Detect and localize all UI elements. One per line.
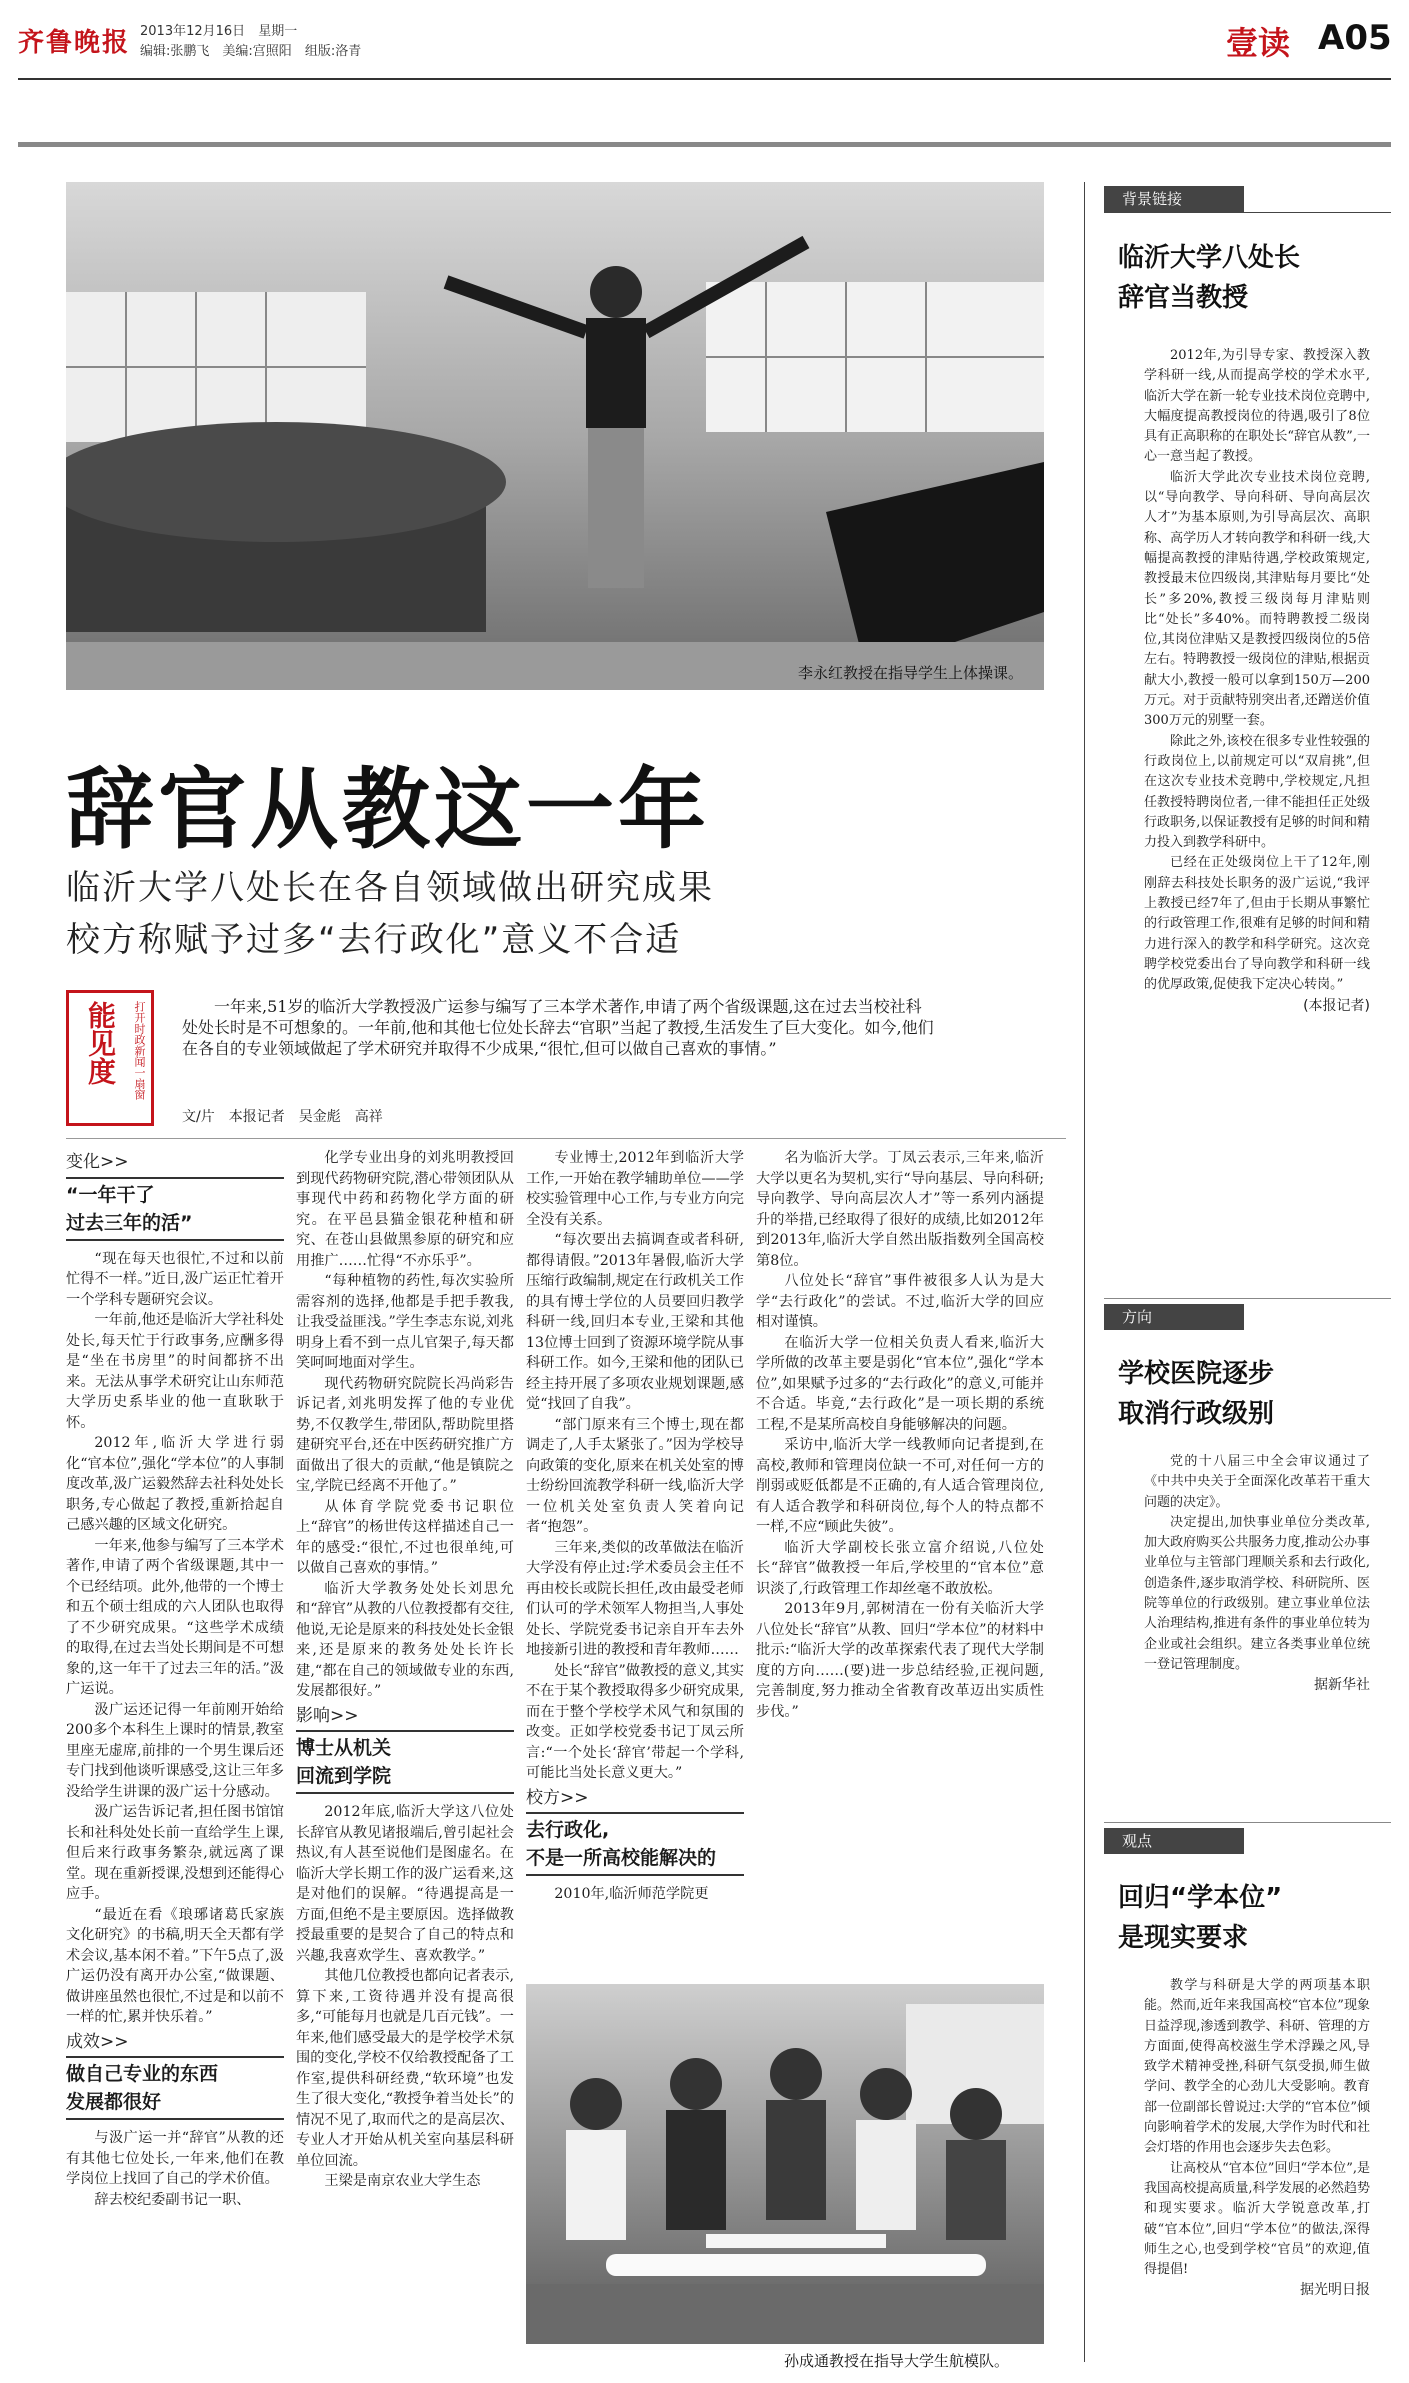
paragraph: 其他几位教授也都向记者表示,算下来,工资待遇并没有提高很多,“可能每月也就是几百元钱”。一年来,他们感受最大的是学校学术氛围的变化,学校不仅给教授配备了工作室,提供科研经费,“软环境”也发生了很大变化,“教授争着当处长”的情况不见了,取而代之的是高层次、专业人才开始从机关室向基层科研单位回流。 bbox=[296, 1968, 514, 2169]
sidebar-body-opinion bbox=[1144, 1976, 1370, 2376]
section-title-school bbox=[526, 1812, 744, 1876]
section-name: 壹读 bbox=[1226, 24, 1291, 62]
sidebar-body-background bbox=[1144, 346, 1370, 1288]
issue-date-line bbox=[140, 20, 297, 39]
paragraph: “最近在看《琅琊诸葛氏家族文化研究》的书稿,明天全天都有学术会议,基本闲不着。”下午5点了,汲广运仍没有离开办公室,“做课题、做讲座虽然也很忙,不过是和以前不一样的忙,累并快乐着。” bbox=[66, 1906, 284, 2025]
section-title-line: 做自己专业的东西 bbox=[66, 2063, 219, 2085]
sidebar-source: (本报记者) bbox=[1303, 997, 1370, 1014]
sidebar-body-direction bbox=[1144, 1452, 1370, 1808]
paragraph: 王梁是南京农业大学生态 bbox=[324, 2173, 481, 2189]
paragraph: 从体育学院党委书记职位上“辞官”的杨世传这样描述自己一年的感受:“很忙,不过也很单纯,可以做自己喜欢的事情。” bbox=[296, 1498, 514, 1576]
paragraph: 临沂大学副校长张立富介绍说,八位处长“辞官”做教授一年后,学校里的“官本位”意识淡了,行政管理工作却丝毫不敢放松。 bbox=[756, 1539, 1044, 1597]
paragraph: 三年来,类似的改革做法在临沂大学没有停止过:学术委员会主任不再由校长或院长担任,改由最受老师们认可的学术领军人物担当,人事处处长、学院党委书记亲自开车去外地接新引进的教授和青年教师…… bbox=[526, 1539, 744, 1658]
paragraph: 现代药物研究院院长冯尚彩告诉记者,刘兆明发挥了他的专业优势,不仅教学生,带团队,帮助院里搭建研究平台,还在中医药研究推广方面做出了很大的贡献,“他是镇院之宝,学院已经离不开他了。” bbox=[296, 1375, 514, 1494]
photo-top-caption: 李永红教授在指导学生上体操课。 bbox=[798, 664, 1024, 682]
article-column-3 bbox=[526, 1148, 744, 1972]
sidebar-title-background bbox=[1118, 238, 1300, 318]
paragraph: 名为临沂大学。丁凤云表示,三年来,临沂大学以更名为契机,实行“导向基层、导向科研;导向教学、导向高层次人才”等一系列内涵提升的举措,已经取得了很好的成绩,比如2012年到2013年,临沂大学自然出版指数列全国高校第8位。 bbox=[756, 1150, 1044, 1269]
section-title-result bbox=[66, 2056, 284, 2120]
sidebar-title-line: 学校医院逐步 bbox=[1118, 1359, 1275, 1389]
paragraph: 汲广运还记得一年前刚开始给200多个本科生上课时的情景,教室里座无虚席,前排的一个男生课后还专门找到他谈听课感受,这让三年多没给学生讲课的汲广运十分感动。 bbox=[66, 1701, 284, 1800]
byline-rule bbox=[66, 1138, 1066, 1139]
paragraph: “每种植物的药性,每次实验所需容剂的选择,他都是手把手教我,让我受益匪浅。”学生李志东说,刘兆明身上看不到一点儿官架子,每天都笑呵呵地面对学生。 bbox=[296, 1273, 514, 1371]
paragraph: 采访中,临沂大学一线教师向记者提到,在高校,教师和管理岗位缺一不可,对任何一方的削弱或贬低都是不正确的,有人适合管理岗位,有人适合教学和科研岗位,每个人的特点都不一样,不应“顾此失彼”。 bbox=[756, 1437, 1044, 1535]
paragraph: 专业博士,2012年到临沂大学工作,一开始在教学辅助单位——学校实验管理中心工作,与专业方向完全没有关系。 bbox=[526, 1150, 744, 1228]
section-title-line: 去行政化, bbox=[526, 1819, 610, 1841]
section-title-line: 回流到学院 bbox=[296, 1765, 392, 1787]
sidebar-title-line: 是现实要求 bbox=[1118, 1923, 1249, 1953]
sidebar-label-direction: 方向 bbox=[1104, 1304, 1244, 1330]
paragraph: 党的十八届三中全会审议通过了《中共中央关于全面深化改革若干重大问题的决定》。 bbox=[1144, 1454, 1370, 1510]
photo-gymnastics-image bbox=[66, 182, 1044, 690]
paragraph: 2013年9月,郭树清在一份有关临沂大学八位处长“辞官”从教、回归“学本位”的材料中批示:“临沂大学的改革探索代表了现代大学制度的方向……(要)进一步总结经验,正视问题,完善制度,努力推动全省教育改革迈出实质性步伐。” bbox=[756, 1601, 1044, 1720]
section-tag-impact: 影响>> bbox=[296, 1705, 359, 1726]
paragraph: “现在每天也很忙,不过和以前忙得不一样。”近日,汲广运正忙着开一个学科专题研究会议。 bbox=[66, 1250, 284, 1308]
layout-credit: 组版:洛青 bbox=[304, 44, 362, 59]
newspaper-logo: 齐鲁晚报 bbox=[18, 28, 131, 58]
section-tag-change: 变化>> bbox=[66, 1152, 129, 1172]
paragraph: 辞去校纪委副书记一职、 bbox=[94, 2191, 251, 2208]
section-title-impact bbox=[296, 1730, 514, 1794]
sidebar-source: 据光明日报 bbox=[1300, 2282, 1370, 2299]
paragraph: 2012年底,临沂大学这八位处长辞官从教见诸报端后,曾引起社会热议,有人甚至说他们是图虚名。在临沂大学长期工作的汲广运看来,这是对他们的误解。“待遇提高是一方面,但绝不是主要原因。选择做教授最重要的是契合了自己的特点和兴趣,我喜欢学生、喜欢教学。” bbox=[296, 1804, 514, 1964]
sidebar-title-line: 临沂大学八处长 bbox=[1118, 243, 1301, 273]
subheadline-1: 临沂大学八处长在各自领域做出研究成果 bbox=[66, 868, 714, 908]
masthead-rule bbox=[18, 78, 1391, 80]
paragraph: 八位处长“辞官”事件被很多人认为是大学“去行政化”的尝试。不过,临沂大学的回应相对谨慎。 bbox=[756, 1273, 1044, 1330]
sidebar-title-direction bbox=[1118, 1354, 1274, 1434]
sidebar-rule bbox=[1104, 212, 1391, 213]
photo-gymnastics-class bbox=[66, 182, 1044, 690]
paragraph: 一年前,他还是临沂大学社科处处长,每天忙于行政事务,应酬多得是“坐在书房里”的时间都挤不出来。无法从事学术研究让山东师范大学历史系毕业的他一直耿耿于怀。 bbox=[66, 1312, 284, 1431]
paragraph: 已经在正处级岗位上干了12年,刚刚辞去科技处长职务的汲广运说,“我评上教授已经7年了,但由于长期从事繁忙的行政管理工作,很难有足够的时间和精力进行深入的教学和科学研究。这次竞聘学校党委出台了导向教学和科研一线的优厚政策,促使我下定决心转岗。” bbox=[1144, 855, 1370, 993]
designer-credit: 美编:宫照阳 bbox=[222, 44, 292, 59]
lead-paragraph: 一年来,51岁的临沂大学教授汲广运参与编写了三本学术著作,申请了两个省级课题,这在过去当校社科处处长时是不可想象的。一年前,他和其他七位处长辞去“官职”当起了教授,生活发生了巨大变化。如今,他们在各自的专业领域做起了学术研究并取得不少成果,“很忙,但可以做自己喜欢的事情。” bbox=[182, 997, 934, 1058]
editor-credit: 编辑:张鹏飞 bbox=[140, 44, 210, 59]
stamp-slogan: 打开时政新闻一扇窗 bbox=[133, 1001, 146, 1100]
paragraph: 2012年,为引导专家、教授深入教学科研一线,从而提高学校的学术水平,临沂大学在新一轮专业技术岗位竞聘中,大幅度提高教授岗位的待遇,吸引了8位具有正高职称的在职处长“辞官从教”,一心一意当起了教授。 bbox=[1144, 348, 1370, 465]
section-title-line: 发展都很好 bbox=[66, 2091, 162, 2113]
sidebar-label-background: 背景链接 bbox=[1104, 186, 1244, 212]
paragraph: 教学与科研是大学的两项基本职能。然而,近年来我国高校“官本位”现象日益浮现,渗透到教学、科研、管理的方方面面,使得高校滋生学术浮躁之风,导致学术精神受挫,科研气氛受损,师生做学问、教学全的心劲儿大受影响。教育部一位副部长曾说过:大学的“官本位”倾向影响着学术的发展,大学作为时代和社会灯塔的作用也会逐步失去色彩。 bbox=[1144, 1978, 1370, 2156]
section-title-line: 不是一所高校能解决的 bbox=[526, 1847, 717, 1869]
section-title-line: 过去三年的活” bbox=[66, 1211, 193, 1234]
sidebar-title-opinion bbox=[1118, 1878, 1282, 1958]
article-column-4 bbox=[756, 1148, 1044, 1972]
photo-aircraft-image bbox=[526, 1984, 1044, 2344]
paragraph: 决定提出,加快事业单位分类改革,加大政府购买公共服务力度,推动公办事业单位与主管部门理顺关系和去行政化,创造条件,逐步取消学校、科研院所、医院等单位的行政级别。建立事业单位法人治理结构,推进有条件的事业单位转为企业或社会组织。建立各类事业单位统一登记管理制度。 bbox=[1144, 1514, 1370, 1672]
sidebar-divider bbox=[1084, 182, 1085, 2362]
page-number: A05 bbox=[1318, 18, 1392, 58]
credits-line bbox=[140, 40, 361, 59]
issue-weekday: 星期一 bbox=[258, 24, 298, 39]
article-column-1 bbox=[66, 1148, 284, 2376]
paragraph: 临沂大学教务处处长刘思允和“辞官”从教的八位教授都有交往,他说,无论是原来的科技处处长金银来,还是原来的教务处处长许长建,“都在自己的领域做专业的东西,发展都很好。” bbox=[296, 1580, 514, 1699]
sidebar-source: 据新华社 bbox=[1314, 1677, 1370, 1694]
paragraph: 让高校从“官本位”回归“学本位”,是我国高校提高质量,科学发展的必然趋势和现实要求。临沂大学锐意改革,打破“官本位”,回归“学本位”的做法,深得师生之心,也受到学校“官员”的欢迎,值得提倡! bbox=[1144, 2160, 1370, 2278]
section-title-line: 博士从机关 bbox=[296, 1737, 392, 1759]
sidebar-title-line: 取消行政级别 bbox=[1118, 1399, 1275, 1429]
paragraph: 除此之外,该校在很多专业性较强的行政岗位上,以前规定可以“双肩挑”,但在这次专业技术竞聘中,学校规定,凡担任教授特聘岗位者,一律不能担任正处级行政职务,以保证教授有足够的时间和精力投入到教学科研中。 bbox=[1144, 733, 1370, 851]
byline: 文/片 本报记者 吴金彪 高祥 bbox=[182, 1109, 383, 1125]
paragraph: 汲广运告诉记者,担任图书馆馆长和社科处处长前一直给学生上课,但后来行政事务繁杂,就远离了课堂。现在重新授课,没想到还能得心应手。 bbox=[66, 1804, 284, 1902]
section-tag-school: 校方>> bbox=[526, 1787, 589, 1808]
column-stamp bbox=[66, 990, 154, 1126]
paragraph: 处长“辞官”做教授的意义,其实不在于某个教授取得多少研究成果,而在于整个学校学术风气和氛围的改变。正如学校党委书记丁凤云所言:“一个处长‘辞官’带起一个学科,可能比当处长意义更大。” bbox=[526, 1662, 744, 1781]
paragraph: 一年来,他参与编写了三本学术著作,申请了两个省级课题,其中一个已经结项。此外,他带的一个博士和五个硕士组成的六人团队也取得了不少研究成果。“这些学术成绩的取得,在过去当处长期间是不可想象的,这一年干了过去三年的活。”汲广运说。 bbox=[66, 1537, 284, 1697]
section-title-line: “一年干了 bbox=[66, 1183, 155, 1206]
paragraph: “部门原来有三个博士,现在都调走了,人手太紧张了。”因为学校导向政策的变化,原来在机关处室的博士纷纷回流教学科研一线,临沂大学一位机关处室负责人笑着向记者“抱怨”。 bbox=[526, 1416, 744, 1535]
paragraph: 临沂大学此次专业技术岗位竞聘,以“导向教学、导向科研、导向高层次人才”为基本原则,为引导高层次、高职称、高学历人才转向教学和科研一线,大幅提高教授的津贴待遇,学校政策规定,教授最末位四级岗,其津贴每月要比“处长”多20%,教授三级岗每月津贴则比“处长”多40%。而特聘教授二级岗位,其岗位津贴又是教授四级岗位的5倍左右。特聘教授一级岗位的津贴,根据贡献大小,教授一般可以拿到150万—200万元。对于贡献特别突出者,还蹭送价值300万元的别墅一套。 bbox=[1144, 469, 1370, 729]
photo-aircraft-model-team bbox=[526, 1984, 1044, 2344]
issue-date: 2013年12月16日 bbox=[140, 24, 246, 39]
article-column-2 bbox=[296, 1148, 514, 2376]
section-title-change bbox=[66, 1177, 284, 1241]
sidebar-title-line: 辞官当教授 bbox=[1118, 283, 1249, 313]
paragraph: 与汲广运一并“辞官”从教的还有其他七位处长,一年来,他们在教学岗位上找回了自己的学术价值。 bbox=[66, 2130, 284, 2187]
headline: 辞官从教这一年 bbox=[66, 758, 711, 861]
sidebar-title-line: 回归“学本位” bbox=[1118, 1883, 1283, 1913]
subheadline-2: 校方称赋予过多“去行政化”意义不合适 bbox=[66, 920, 682, 960]
section-rule bbox=[18, 142, 1391, 147]
paragraph: 2012年,临沂大学进行弱化“官本位”,强化“学本位”的人事制度改革,汲广运毅然辞去社科处处长职务,专心做起了教授,重新拾起自己感兴趣的区域文化研究。 bbox=[66, 1435, 284, 1533]
sidebar-label-opinion: 观点 bbox=[1104, 1828, 1244, 1854]
sidebar-rule bbox=[1104, 1822, 1391, 1823]
photo-bottom-caption: 孙成通教授在指导大学生航模队。 bbox=[784, 2352, 1010, 2370]
paragraph: 化学专业出身的刘兆明教授回到现代药物研究院,潜心带领团队从事现代中药和药物化学方面的研究。在平邑县猫金银花种植和研究、在苍山县做黑参原的研究和应用推广……忙得“不亦乐乎”。 bbox=[296, 1150, 514, 1269]
paragraph: 2010年,临沂师范学院更 bbox=[554, 1886, 709, 1902]
paragraph: “每次要出去搞调查或者科研,都得请假。”2013年暑假,临沂大学压缩行政编制,规定在行政机关工作的具有博士学位的人员要回归教学科研一线,回归本专业,王梁和其他13位博士回到了资源环境学院从事科研工作。如今,王梁和他的团队已经主持开展了多项农业规划课题,感觉“找回了自我”。 bbox=[526, 1232, 744, 1412]
section-tag-result: 成效>> bbox=[66, 2031, 129, 2052]
paragraph: 在临沂大学一位相关负责人看来,临沂大学所做的改革主要是弱化“官本位”,强化“学本位”,如果赋予过多的“去行政化”的意义,可能并不合适。毕竟,“去行政化”是一项长期的系统工程,不是某所高校自身能够解决的问题。 bbox=[756, 1334, 1044, 1433]
stamp-title: 能见度 bbox=[84, 1001, 117, 1085]
sidebar-rule bbox=[1104, 1298, 1391, 1299]
